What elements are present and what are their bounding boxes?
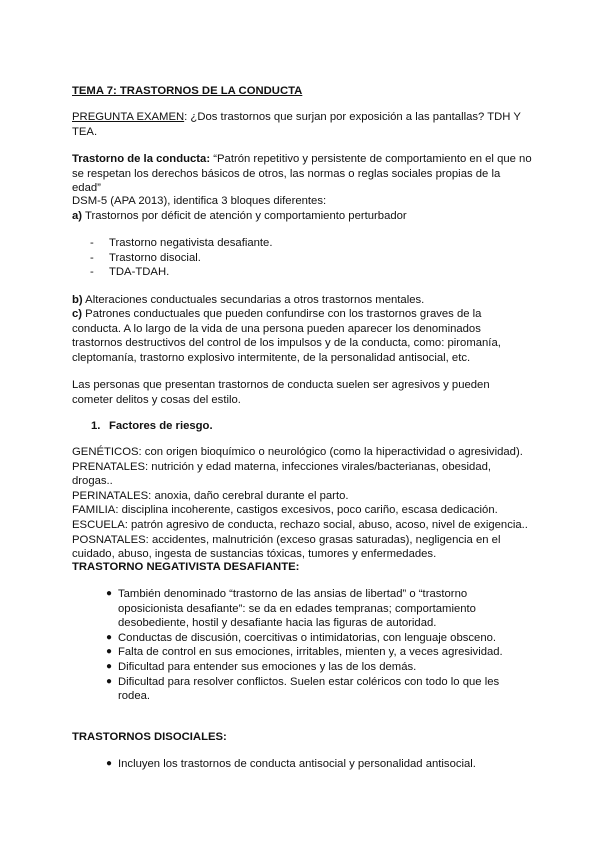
definition-term: Trastorno de la conducta: — [72, 153, 211, 165]
list-item: FAMILIA: disciplina incoherente, castigos excesivos, poco cariño, escasa dedicación. — [72, 504, 498, 517]
dsm-a-list — [72, 236, 532, 280]
dsm-block-c: c) Patrones conductuales que pueden confundirse con los trastornos graves de la conducta. A lo largo de la vida de una persona pueden aparecer los denominados trastornos destructivos del control de los impulsos y de la conducta, como: piromanía, cleptomanía, trastorno explosivo intermitente, de la personalidad antisocial, etc. — [72, 308, 501, 364]
negativista-heading: TRASTORNO NEGATIVISTA DESAFIANTE: — [72, 561, 300, 573]
exam-text: : ¿Dos trastornos que surjan por exposición a las pantallas? TDH Y TEA. — [72, 111, 521, 138]
dsm-intro: DSM-5 (APA 2013), identifica 3 bloques diferentes: — [72, 195, 327, 207]
exam-label: PREGUNTA EXAMEN — [72, 111, 185, 123]
disociales-list — [72, 757, 532, 772]
negativista-list — [72, 587, 532, 704]
exam-question — [72, 110, 532, 139]
list-item: POSNATALES: accidentes, malnutrición (exceso grasas saturadas), negligencia en el cuidado, abuso, ingesta de sustancias tóxicas, tumores y enfermedades. — [72, 533, 501, 561]
list-item: ESCUELA: patrón agresivo de conducta, rechazo social, abuso, acoso, nivel de exigencia.. — [72, 518, 528, 531]
definition-paragraph — [72, 152, 532, 196]
list-item: - Trastorno disocial. — [90, 251, 201, 264]
list-item: ● Falta de control en sus emociones, irritables, mienten y, a veces agresividad. — [106, 646, 503, 659]
definition-quote: “Patrón repetitivo y persistente de comportamiento en el que no se respetan los derechos básicos de otros, las normas o reglas sociales propias de la edad” — [72, 153, 532, 195]
list-item: ● Incluyen los trastornos de conducta antisocial y personalidad antisocial. — [106, 758, 476, 770]
page-title: TEMA 7: TRASTORNOS DE LA CONDUCTA — [72, 85, 303, 97]
list-item: ● Dificultad para resolver conflictos. Suelen estar coléricos con todo lo que les rodea. — [106, 675, 500, 703]
summary-paragraph: Las personas que presentan trastornos de conducta suelen ser agresivos y pueden cometer delitos y cosas del estilo. — [72, 379, 490, 406]
factors-list — [72, 445, 532, 562]
list-item: - TDA-TDAH. — [90, 266, 170, 279]
dsm-block-a: a) Trastornos por déficit de atención y comportamiento perturbador — [72, 210, 407, 222]
dsm-block-b: b) Alteraciones conductuales secundarias a otros trastornos mentales. — [72, 294, 425, 306]
list-item: PRENATALES: nutrición y edad materna, infecciones virales/bacterianas, obesidad, drogas.. — [72, 460, 492, 488]
factors-heading-list — [72, 419, 532, 434]
list-item: ● Conductas de discusión, coercitivas o intimidatorias, con lenguaje obsceno. — [106, 631, 497, 644]
list-item: ● Dificultad para entender sus emociones y las de los demás. — [106, 660, 417, 673]
factors-heading: 1. Factores de riesgo. — [91, 420, 213, 432]
list-item: - Trastorno negativista desafiante. — [90, 237, 273, 249]
list-item: GENÉTICOS: con origen bioquímico o neurológico (como la hiperactividad o agresividad). — [72, 446, 523, 458]
disociales-heading: TRASTORNOS DISOCIALES: — [72, 731, 227, 743]
list-item: PERINATALES: anoxia, daño cerebral durante el parto. — [72, 489, 349, 502]
list-item: ● También denominado “trastorno de las ansias de libertad” o “trastorno oposicionista desafiante”: se da en edades tempranas; comportamiento desobediente, hostil y desafiante hacia las figuras de autoridad. — [106, 588, 476, 630]
